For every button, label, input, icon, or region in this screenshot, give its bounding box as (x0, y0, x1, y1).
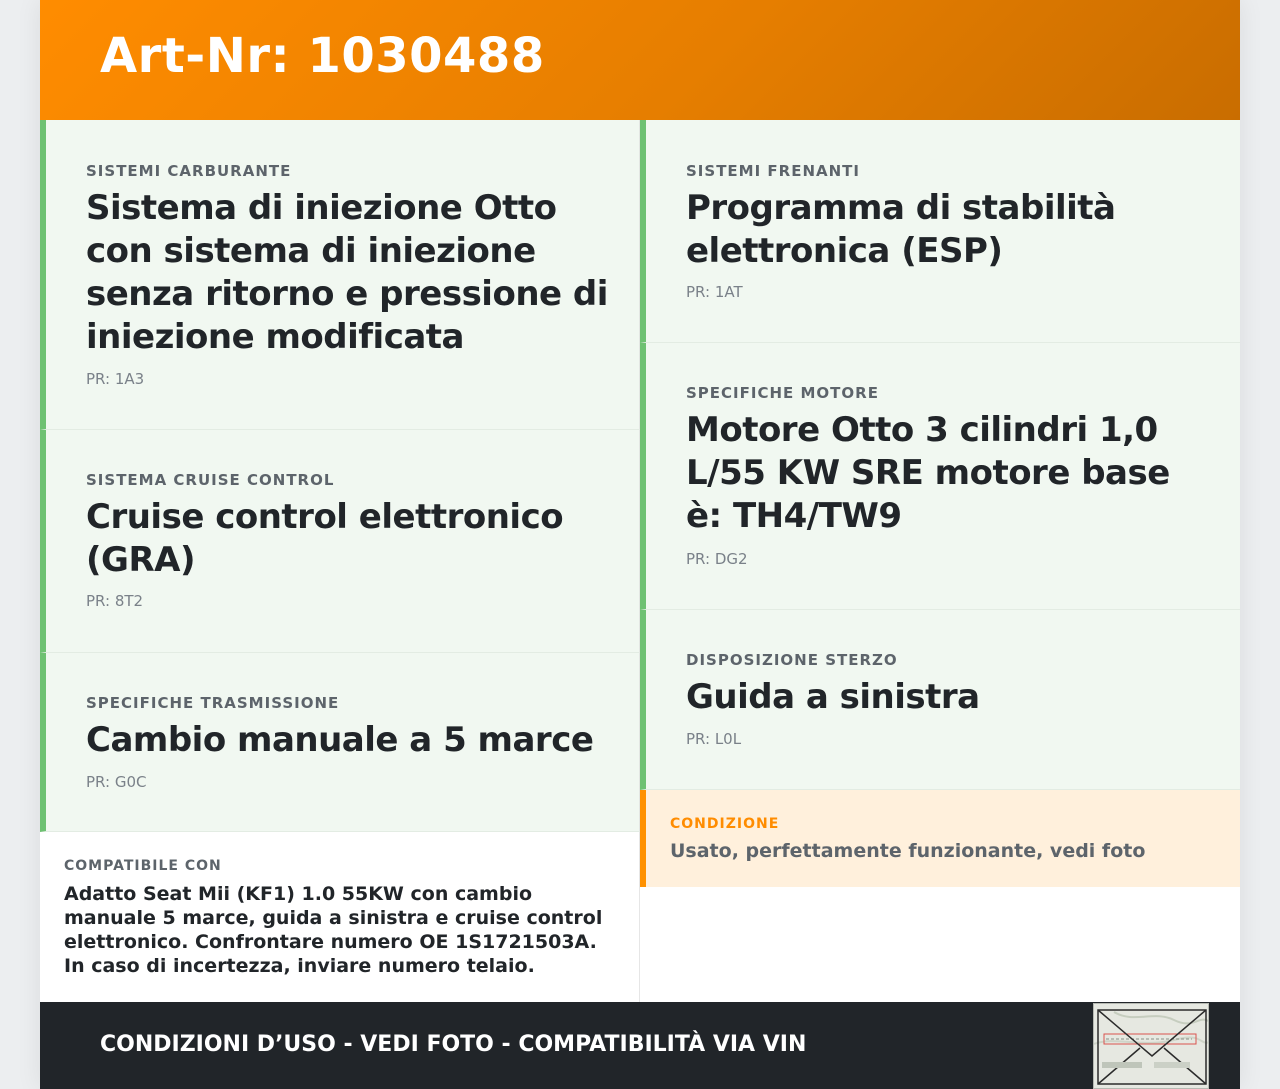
footer-bar (40, 1002, 1240, 1089)
header-banner (40, 0, 1240, 120)
spec-card-engine (640, 343, 1240, 610)
spec-category: SISTEMI CARBURANTE (86, 162, 292, 180)
spec-title: Sistema di iniezione Otto con sistema di iniezione senza ritorno e pressione di iniezione modificata (86, 188, 608, 357)
spec-category: SPECIFICHE MOTORE (686, 384, 879, 402)
article-number-title: Art-Nr: 1030488 (100, 28, 545, 84)
spec-code: PR: 1AT (686, 283, 743, 301)
spec-title: Guida a sinistra (686, 677, 980, 717)
specs-column-left (40, 120, 640, 832)
compatibility-section (40, 832, 640, 1002)
spec-category: SISTEMA CRUISE CONTROL (86, 471, 335, 489)
spec-title: Cruise control elettronico (GRA) (86, 497, 564, 580)
compatibility-text: Adatto Seat Mii (KF1) 1.0 55KW con cambio manuale 5 marce, guida a sinistra e cruise control elettronico. Confrontare numero OE 1S1721503A. In caso di incertezza, inviare numero telaio. (64, 883, 603, 977)
condition-section (640, 790, 1240, 887)
spec-code: PR: 8T2 (86, 592, 144, 610)
spec-card-fuel-system (40, 120, 640, 430)
spec-category: SPECIFICHE TRASMISSIONE (86, 694, 340, 712)
spec-card-transmission (40, 653, 640, 832)
spec-card-cruise-control (40, 430, 640, 653)
spec-code: PR: 1A3 (86, 370, 145, 388)
spec-card-brake-system (640, 120, 1240, 343)
footer-text: CONDIZIONI D’USO - VEDI FOTO - COMPATIBILITÀ VIA VIN (100, 1032, 807, 1057)
condition-text: Usato, perfettamente funzionante, vedi foto (670, 840, 1146, 862)
product-sheet (40, 0, 1240, 1089)
specs-column-right (640, 120, 1240, 790)
spec-category: DISPOSIZIONE STERZO (686, 651, 898, 669)
spec-code: PR: L0L (686, 730, 742, 748)
spec-category: SISTEMI FRENANTI (686, 162, 860, 180)
vehicle-document-thumbnail-icon[interactable] (1093, 1003, 1209, 1089)
spec-code: PR: G0C (86, 773, 147, 791)
spec-title: Cambio manuale a 5 marce (86, 720, 594, 760)
spec-title: Programma di stabilità elettronica (ESP) (686, 188, 1116, 271)
spec-card-steering (640, 610, 1240, 790)
spec-code: PR: DG2 (686, 550, 748, 568)
spec-title: Motore Otto 3 cilindri 1,0 L/55 KW SRE motore base è: TH4/TW9 (686, 410, 1170, 536)
condition-label: CONDIZIONE (670, 816, 780, 832)
compatibility-label: COMPATIBILE CON (64, 858, 222, 874)
